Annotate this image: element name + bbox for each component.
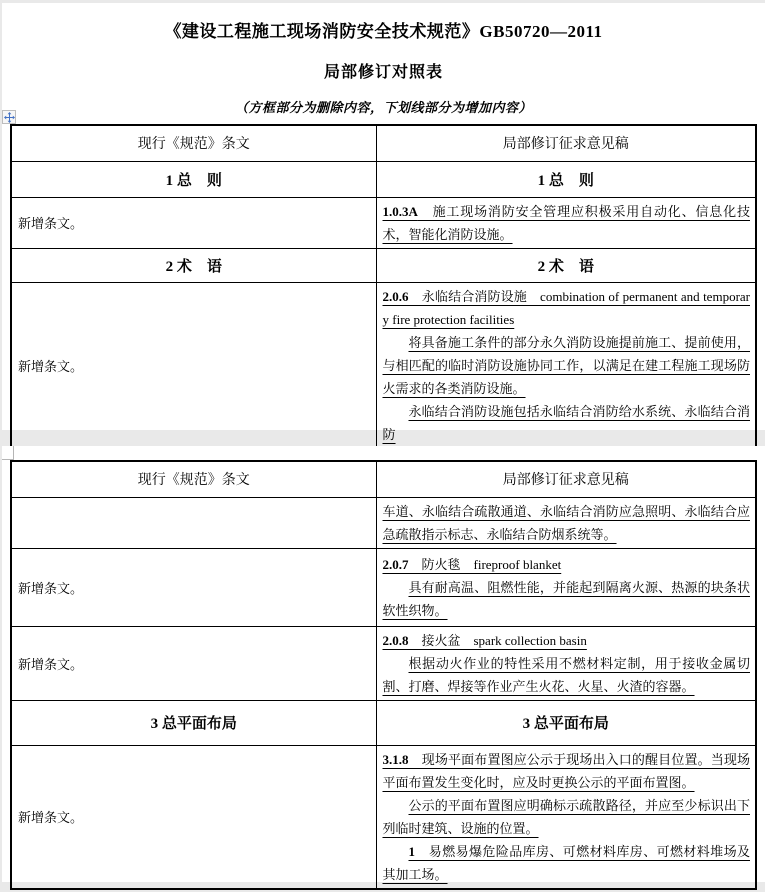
revision-cell <box>376 282 756 449</box>
clause-text: 车道、永临结合疏散通道、永临结合消防应急照明、永临结合应急疏散指示标志、永临结合防烟系统等。 <box>382 503 750 542</box>
current-code-cell: 新增条文。 <box>11 548 376 626</box>
section-row <box>11 248 756 282</box>
revision-paragraph <box>383 794 751 840</box>
current-code-cell: 新增条文。 <box>11 745 376 889</box>
current-code-cell: 新增条文。 <box>11 282 376 449</box>
section-row <box>11 700 756 745</box>
clause-number: 1.0.3A <box>382 203 418 219</box>
revision-paragraph <box>383 748 751 794</box>
revision-cell <box>376 497 756 548</box>
revision-column-header: 局部修订征求意见稿 <box>376 125 756 161</box>
comparison-table-page2 <box>10 460 757 890</box>
clause-text: 接火盆 spark collection basin <box>408 632 587 648</box>
section-title-revision: 1 总 则 <box>376 161 756 197</box>
clause-text: 公示的平面布置图应明确标示疏散路径，并应至少标识出下列临时建筑、设施的位置。 <box>382 797 750 836</box>
content-row <box>11 626 756 700</box>
content-row <box>11 548 756 626</box>
clause-text: 具有耐高温、阻燃性能，并能起到隔离火源、热源的块条状软性织物。 <box>382 579 750 618</box>
revision-cell <box>376 745 756 889</box>
clause-text: 现场平面布置图应公示于现场出入口的醒目位置。当现场平面布置发生变化时，应及时更换公示的平面布置图。 <box>382 751 750 790</box>
revision-cell <box>376 197 756 248</box>
page-2 <box>2 446 765 882</box>
revision-column-header: 局部修订征求意见稿 <box>376 461 756 497</box>
page-margin-corner <box>2 446 14 460</box>
clause-number: 1 <box>408 843 415 859</box>
move-cross-icon <box>4 112 15 123</box>
current-code-cell: 新增条文。 <box>11 626 376 700</box>
comparison-table <box>10 124 757 450</box>
header-row <box>11 125 756 161</box>
document-subtitle: 局部修订对照表 <box>323 64 443 81</box>
clause-number: 2.0.6 <box>382 288 409 304</box>
clause-text: 永临结合消防设施 combination of permanent and temporary fire protection facilities <box>382 288 750 327</box>
content-row <box>11 745 756 889</box>
comparison-table <box>10 460 757 890</box>
clause-text: 将具备施工条件的部分永久消防设施提前施工、提前使用，与相匹配的临时消防设施协同工作，以满足在建工程施工现场防火需求的各类消防设施。 <box>382 334 750 396</box>
clause-text: 永临结合消防设施包括永临结合消防给水系统、永临结合消防 <box>382 403 750 442</box>
revision-paragraph <box>383 331 751 400</box>
section-title-revision: 3 总平面布局 <box>376 700 756 745</box>
revision-paragraph <box>383 840 751 886</box>
section-title-revision: 2 术 语 <box>376 248 756 282</box>
revision-paragraph <box>383 629 751 652</box>
section-title-current: 3 总平面布局 <box>11 700 376 745</box>
revision-paragraph <box>383 652 751 698</box>
revision-paragraph <box>383 553 751 576</box>
current-code-cell <box>11 497 376 548</box>
current-column-header: 现行《规范》条文 <box>11 461 376 497</box>
clause-text: 防火毯 fireproof blanket <box>408 556 562 572</box>
section-title-current: 1 总 则 <box>11 161 376 197</box>
table-move-handle-icon[interactable] <box>2 110 16 124</box>
revision-paragraph <box>383 500 751 546</box>
section-title-current: 2 术 语 <box>11 248 376 282</box>
revision-paragraph <box>383 400 751 446</box>
clause-text: 易燃易爆危险品库房、可燃材料库房、可燃材料堆场及其加工场。 <box>382 843 750 882</box>
page-1 <box>2 3 765 442</box>
clause-text: 施工现场消防安全管理应积极采用自动化、信息化技术，智能化消防设施。 <box>382 203 750 242</box>
current-code-cell: 新增条文。 <box>11 197 376 248</box>
current-column-header: 现行《规范》条文 <box>11 125 376 161</box>
clause-number: 2.0.8 <box>382 632 409 648</box>
revision-paragraph <box>383 285 751 331</box>
content-row <box>11 197 756 248</box>
revision-cell <box>376 626 756 700</box>
header-row <box>11 461 756 497</box>
revision-paragraph <box>383 200 751 246</box>
content-row <box>11 282 756 449</box>
comparison-table-page1 <box>10 124 757 450</box>
clause-number: 2.0.7 <box>382 556 409 572</box>
clause-text: 根据动火作业的特性采用不燃材料定制，用于接收金属切割、打磨、焊接等作业产生火花、火星、火渣的容器。 <box>382 655 750 694</box>
revision-paragraph <box>383 576 751 622</box>
section-row <box>11 161 756 197</box>
document-title: 《建设工程施工现场消防安全技术规范》GB50720—2011 <box>164 22 603 41</box>
clause-number: 3.1.8 <box>382 751 409 767</box>
legend-note: （方框部分为删除内容，下划线部分为增加内容） <box>234 100 532 115</box>
revision-cell <box>376 548 756 626</box>
content-row <box>11 497 756 548</box>
